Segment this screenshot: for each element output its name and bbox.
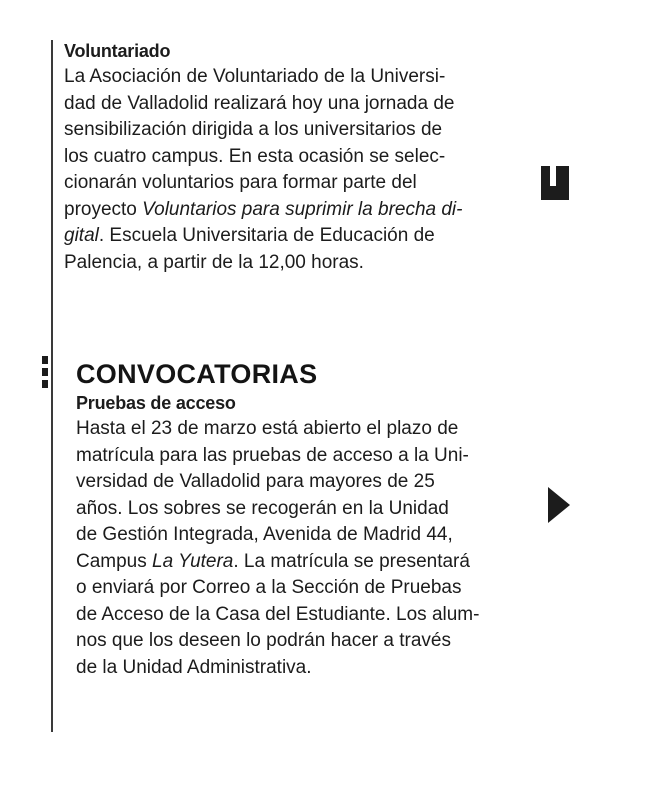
body-line: Hasta el 23 de marzo está abierto el plazo de <box>76 418 459 439</box>
body-line: nos que los deseen lo podrán hacer a través <box>76 630 451 651</box>
line-text: . Escuela Universitaria de Educación de <box>98 225 435 246</box>
line-text: . La matrícula se presentará <box>233 550 470 572</box>
scan-mark-block <box>541 166 569 200</box>
body-line <box>64 197 534 224</box>
article-body <box>64 64 534 276</box>
body-line <box>64 223 534 250</box>
body-line: años. Los sobres se recogerán en la Unidad <box>76 497 449 519</box>
body-line: versidad de Valladolid para mayores de 25 <box>76 471 435 492</box>
section-title: CONVOCATORIAS <box>76 359 318 389</box>
scan-mark-bars <box>42 356 50 388</box>
scan-mark-arrow <box>548 487 570 523</box>
project-title: Voluntarios para suprimir la brecha di- <box>142 198 463 220</box>
body-line: Palencia, a partir de la 12,00 horas. <box>64 251 364 273</box>
article-kicker: Pruebas de acceso <box>76 393 236 413</box>
body-line: cionarán voluntarios para formar parte del <box>64 172 417 193</box>
article-kicker: Voluntariado <box>64 41 171 61</box>
body-line: los cuatro campus. En esta ocasión se selec- <box>64 145 446 167</box>
body-line: dad de Valladolid realizará hoy una jornada de <box>64 92 455 114</box>
line-text: proyecto <box>64 198 143 220</box>
body-line: La Asociación de Voluntariado de la Universi- <box>64 66 446 87</box>
body-line: matrícula para las pruebas de acceso a la Uni- <box>76 444 469 466</box>
body-line: de Gestión Integrada, Avenida de Madrid 44, <box>76 524 453 545</box>
article-convocatorias <box>64 358 534 681</box>
campus-name: La Yutera <box>152 550 234 572</box>
body-line: de la Unidad Administrativa. <box>76 656 312 678</box>
line-text: Campus <box>76 550 153 572</box>
body-line: de Acceso de la Casa del Estudiante. Los alum- <box>76 603 480 625</box>
column-rule <box>51 40 53 732</box>
project-title: gital <box>64 225 99 246</box>
body-line <box>76 549 534 576</box>
article-body <box>76 416 534 681</box>
body-line: o enviará por Correo a la Sección de Pruebas <box>76 577 462 598</box>
article-voluntariado <box>64 38 534 276</box>
body-line: sensibilización dirigida a los universitarios de <box>64 119 443 140</box>
